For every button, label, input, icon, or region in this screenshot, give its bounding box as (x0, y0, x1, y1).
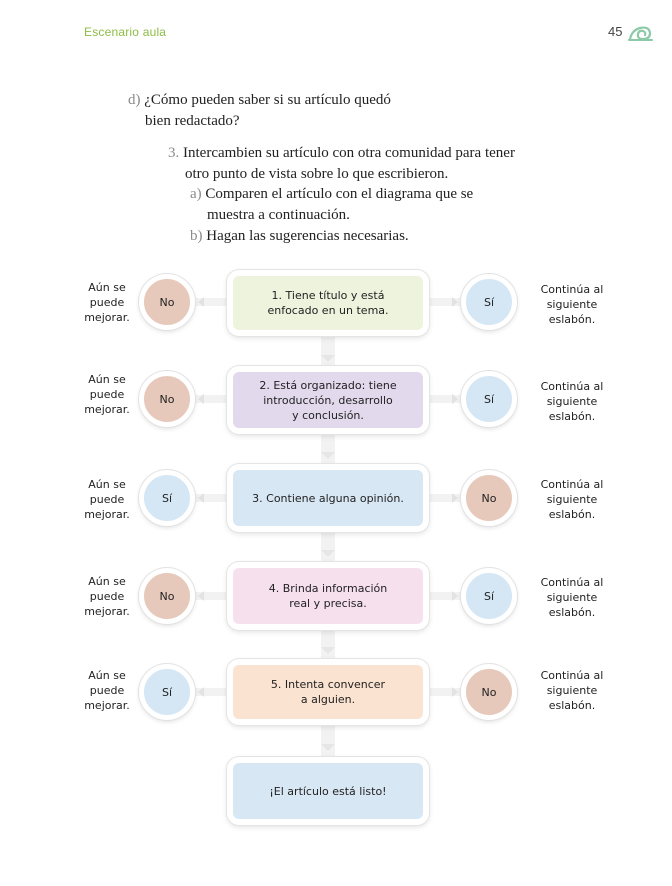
item-a-line2: muestra a continuación. (207, 207, 350, 223)
step-3-box (227, 464, 429, 532)
connector-left-2 (190, 395, 230, 403)
item-b-line1: Hagan las sugerencias necesarias. (206, 228, 409, 244)
arrow-right-icon (452, 687, 458, 697)
arrow-down-icon (321, 452, 335, 459)
step-2-line3: y conclusión. (292, 408, 364, 422)
item-a-line1: Comparen el artículo con el diagrama que se (205, 186, 474, 202)
left-label-5: Aún se puede mejorar. (84, 669, 130, 712)
arrow-down-icon (321, 744, 335, 751)
final-box (227, 757, 429, 825)
connector-left-4 (190, 592, 230, 600)
connector-5-final (321, 723, 335, 761)
connector-3-4 (321, 530, 335, 566)
arrow-left-icon (198, 687, 204, 697)
question-d-marker: d) (128, 92, 141, 108)
arrow-right-icon (452, 394, 458, 404)
step-5-right-circle: No (461, 664, 517, 720)
arrow-down-icon (321, 647, 335, 654)
arrow-left-icon (198, 394, 204, 404)
connector-2-3 (321, 432, 335, 468)
item-b (190, 226, 409, 247)
step-5-left-circle: Sí (139, 664, 195, 720)
arrow-down-icon (321, 355, 335, 362)
arrow-right-icon (452, 297, 458, 307)
connector-left-3 (190, 494, 230, 502)
item-b-marker: b) (190, 228, 203, 244)
item-3 (168, 143, 515, 185)
step-4-line1: 4. Brinda información (268, 582, 388, 595)
right-label-5: Continúa al siguiente eslabón. (540, 669, 604, 712)
left-label-4: Aún se puede mejorar. (84, 575, 130, 618)
step-3-line1: 3. Contiene alguna opinión. (252, 491, 404, 505)
step-2-right-circle: Sí (461, 371, 517, 427)
step-2-box (227, 366, 429, 434)
right-label-2: Continúa al siguiente eslabón. (540, 380, 604, 423)
connector-left-1 (190, 298, 230, 306)
question-d-line1: ¿Cómo pueden saber si su artículo quedó (144, 92, 391, 108)
section-title: Escenario aula (84, 25, 167, 39)
page-number: 45 (608, 24, 623, 39)
connector-1-2 (321, 334, 335, 370)
item-a-marker: a) (190, 186, 202, 202)
item-3-line1: Intercambien su artículo con otra comunidad para tener (183, 145, 515, 161)
question-d (128, 90, 391, 132)
step-5-box (227, 659, 429, 725)
arrow-left-icon (198, 493, 204, 503)
left-label-3: Aún se puede mejorar. (84, 478, 130, 521)
step-5-line2: a alguien. (300, 693, 356, 706)
step-2-left-circle: No (139, 371, 195, 427)
item-a (190, 184, 473, 226)
item-3-marker: 3. (168, 145, 180, 161)
step-1-line2: enfocado en un tema. (267, 304, 389, 317)
step-1-box (227, 270, 429, 336)
final-text: ¡El artículo está listo! (269, 784, 387, 798)
question-d-line2: bien redactado? (145, 113, 240, 129)
step-5-line1: 5. Intenta convencer (270, 678, 386, 691)
arrow-down-icon (321, 550, 335, 557)
step-1-right-circle: Sí (461, 274, 517, 330)
connector-4-5 (321, 627, 335, 663)
step-4-right-circle: Sí (461, 568, 517, 624)
step-4-left-circle: No (139, 568, 195, 624)
connector-left-5 (190, 688, 230, 696)
right-label-4: Continúa al siguiente eslabón. (540, 576, 604, 619)
step-3-right-circle: No (461, 470, 517, 526)
right-label-3: Continúa al siguiente eslabón. (540, 478, 604, 521)
step-2-line2: introducción, desarrollo (263, 393, 393, 407)
left-label-1: Aún se puede mejorar. (84, 281, 130, 324)
step-4-line2: real y precisa. (289, 597, 367, 610)
item-3-line2: otro punto de vista sobre lo que escribieron. (185, 166, 449, 182)
arrow-left-icon (198, 297, 204, 307)
snail-icon (628, 20, 654, 42)
step-2-line1: 2. Está organizado: tiene (259, 378, 397, 392)
right-label-1: Continúa al siguiente eslabón. (540, 283, 604, 326)
step-1-line1: 1. Tiene título y está (271, 289, 385, 302)
step-3-left-circle: Sí (139, 470, 195, 526)
left-label-2: Aún se puede mejorar. (84, 373, 130, 416)
step-1-left-circle: No (139, 274, 195, 330)
arrow-right-icon (452, 493, 458, 503)
arrow-right-icon (452, 591, 458, 601)
arrow-left-icon (198, 591, 204, 601)
step-4-box (227, 562, 429, 630)
